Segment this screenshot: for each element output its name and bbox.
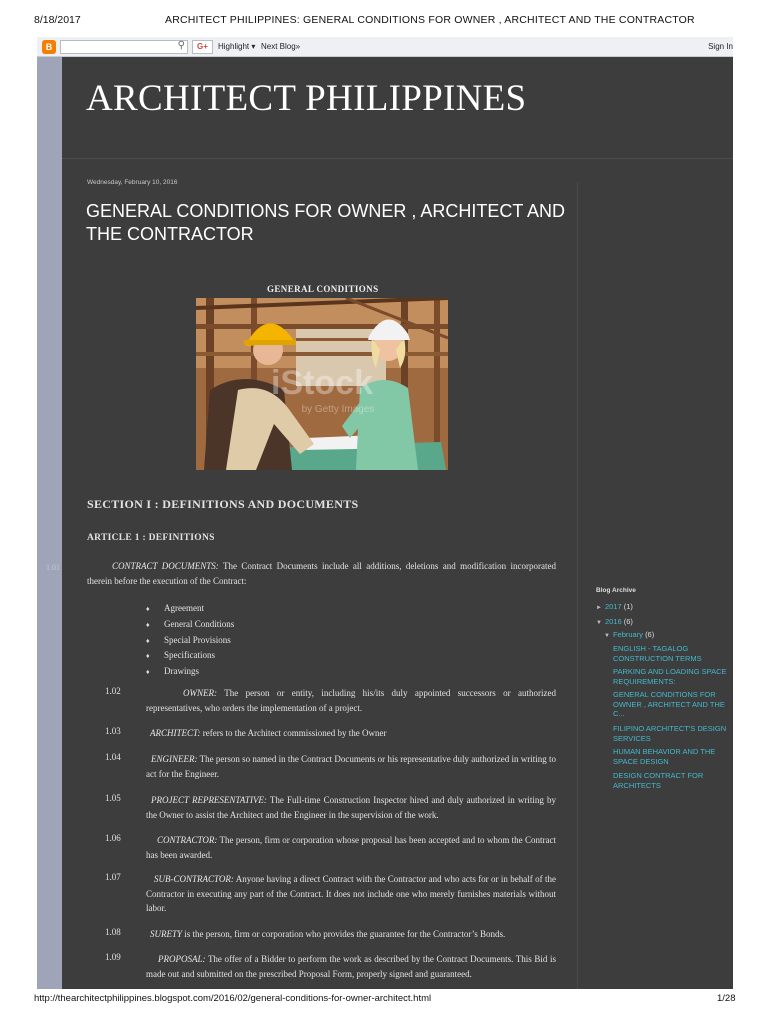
definition-term: OWNER: — [183, 688, 217, 698]
next-blog-link[interactable]: Next Blog» — [261, 42, 301, 51]
blog-page — [37, 57, 733, 989]
definition-1-01 — [87, 559, 556, 588]
definition-1-02 — [146, 686, 556, 715]
search-icon[interactable]: ⚲ — [177, 40, 185, 51]
list-item: ♦ General Conditions — [146, 617, 234, 633]
left-margin-strip — [37, 57, 62, 989]
sign-in-link[interactable]: Sign In — [708, 42, 733, 51]
definition-text: is the person, firm or corporation who provides the guarantee for the Contractor’s Bonds. — [182, 929, 506, 939]
definition-number: 1.05 — [105, 793, 121, 803]
side-number: 1.01 — [46, 563, 60, 572]
photo-watermark-sub: by Getty Images — [301, 404, 375, 415]
definition-term: CONTRACTOR: — [157, 835, 218, 845]
definition-number: 1.07 — [105, 872, 121, 882]
post-title[interactable]: GENERAL CONDITIONS FOR OWNER , ARCHITECT AND THE CONTRACTOR — [86, 201, 566, 244]
photo-watermark: iStock — [270, 364, 374, 402]
print-date: 8/18/2017 — [34, 14, 81, 26]
blogger-logo-icon[interactable]: B — [42, 40, 56, 54]
definition-term: ENGINEER: — [151, 754, 198, 764]
definition-term: SUB-CONTRACTOR: — [154, 874, 234, 884]
archive-post-link[interactable]: FILIPINO ARCHITECT'S DESIGN SERVICES — [613, 724, 727, 743]
google-plus-button[interactable]: G+ — [192, 40, 213, 54]
definition-1-09 — [146, 952, 556, 981]
list-item: ♦ Agreement — [146, 601, 234, 617]
expand-arrow-icon[interactable]: ► — [596, 605, 602, 611]
definition-term: SURETY — [150, 929, 183, 939]
print-header — [0, 14, 768, 30]
definition-term: ARCHITECT: — [150, 728, 201, 738]
definition-1-05 — [146, 793, 556, 822]
post-date: Wednesday, February 10, 2016 — [87, 179, 178, 186]
construction-photo — [196, 298, 448, 470]
archive-post-link[interactable]: ENGLISH - TAGALOG CONSTRUCTION TERMS — [613, 644, 702, 663]
archive-count: (6) — [623, 617, 633, 626]
archive-year-label[interactable]: 2017 — [604, 602, 622, 611]
definition-text: The Full-time Construction Inspector hired and duly authorized in writing by the Owner to assist the Architect and the Engineer in the supervision of the work. — [146, 795, 556, 820]
collapse-arrow-icon[interactable]: ▼ — [596, 620, 602, 626]
definition-text: The person so named in the Contract Documents or his representative duly authorized in writing to act for the Engineer. — [146, 754, 556, 779]
archive-year-2017[interactable] — [596, 602, 633, 611]
archive-post-link[interactable]: DESIGN CONTRACT FOR ARCHITECTS — [613, 771, 704, 790]
search-input[interactable] — [60, 40, 188, 54]
definition-1-03 — [146, 726, 556, 741]
print-title: ARCHITECT PHILIPPINES: GENERAL CONDITIONS FOR OWNER , ARCHITECT AND THE CONTRACTOR — [165, 14, 695, 26]
section-heading: SECTION I : DEFINITIONS AND DOCUMENTS — [87, 497, 359, 511]
contract-documents-list — [146, 601, 234, 680]
archive-post-link[interactable]: PARKING AND LOADING SPACE REQUIREMENTS: — [613, 667, 727, 686]
definition-number: 1.04 — [105, 752, 121, 762]
definition-text: Anyone having a direct Contract with the Contractor and who acts for or in behalf of the Contractor in executing any part of the Contract. It does not include one who merely furnishes materials without labor. — [146, 874, 556, 913]
definition-number: 1.06 — [105, 833, 121, 843]
blogger-navbar — [37, 37, 733, 57]
list-item: ♦ Specifications — [146, 648, 234, 664]
definition-text: The person or entity, including his/its duly appointed successors or authorized representatives, who orders the implementation of a project. — [146, 688, 556, 713]
blog-title[interactable]: ARCHITECT PHILIPPINES — [86, 78, 527, 119]
print-page-number: 1/28 — [717, 993, 736, 1004]
share-menu-button[interactable]: Highlight ▾ — [218, 42, 256, 51]
list-item: ♦ Drawings — [146, 664, 234, 680]
definition-1-06 — [146, 833, 556, 862]
definition-text: refers to the Architect commissioned by the Owner — [200, 728, 387, 738]
definition-number: 1.08 — [105, 927, 121, 937]
definition-number: 1.03 — [105, 726, 121, 736]
sidebar-divider — [577, 182, 578, 989]
archive-year-2016[interactable] — [596, 617, 633, 626]
definition-term: PROJECT REPRESENTATIVE: — [151, 795, 267, 805]
definition-term: PROPOSAL: — [158, 954, 206, 964]
definition-number: 1.09 — [105, 952, 121, 962]
archive-month-label[interactable]: February — [612, 630, 643, 639]
print-url: http://thearchitectphilippines.blogspot.com/2016/02/general-conditions-for-owner-architect.html — [34, 993, 432, 1004]
definition-text: The person, firm or corporation whose proposal has been accepted and to whom the Contract has been awarded. — [146, 835, 556, 860]
definition-1-07 — [146, 872, 556, 916]
archive-count: (1) — [623, 602, 633, 611]
blog-archive-title: Blog Archive — [596, 587, 636, 594]
definition-1-08 — [146, 927, 556, 942]
archive-post-link[interactable]: HUMAN BEHAVIOR AND THE SPACE DESIGN — [613, 747, 716, 766]
archive-month-february[interactable] — [604, 630, 654, 639]
image-caption: GENERAL CONDITIONS — [267, 284, 379, 294]
archive-year-label[interactable]: 2016 — [604, 617, 622, 626]
definition-number: 1.02 — [105, 686, 121, 696]
definition-text: The Contract Documents include all additions, deletions and modification incorporated therein before the execution of the Contract: — [87, 561, 556, 586]
header-divider — [62, 158, 733, 159]
definition-term: CONTRACT DOCUMENTS: — [112, 561, 219, 571]
archive-post-link[interactable]: GENERAL CONDITIONS FOR OWNER , ARCHITECT AND THE C... — [613, 690, 725, 718]
archive-count: (6) — [645, 630, 655, 639]
article-heading: ARTICLE 1 : DEFINITIONS — [87, 533, 215, 543]
definition-1-04 — [146, 752, 556, 781]
list-item: ♦ Special Provisions — [146, 633, 234, 649]
collapse-arrow-icon[interactable]: ▼ — [604, 633, 610, 639]
definition-text: The offer of a Bidder to perform the work as described by the Contract Documents. This Bid is made out and submitted on the prescribed Proposal Form, properly signed and guaranteed. — [146, 954, 556, 979]
